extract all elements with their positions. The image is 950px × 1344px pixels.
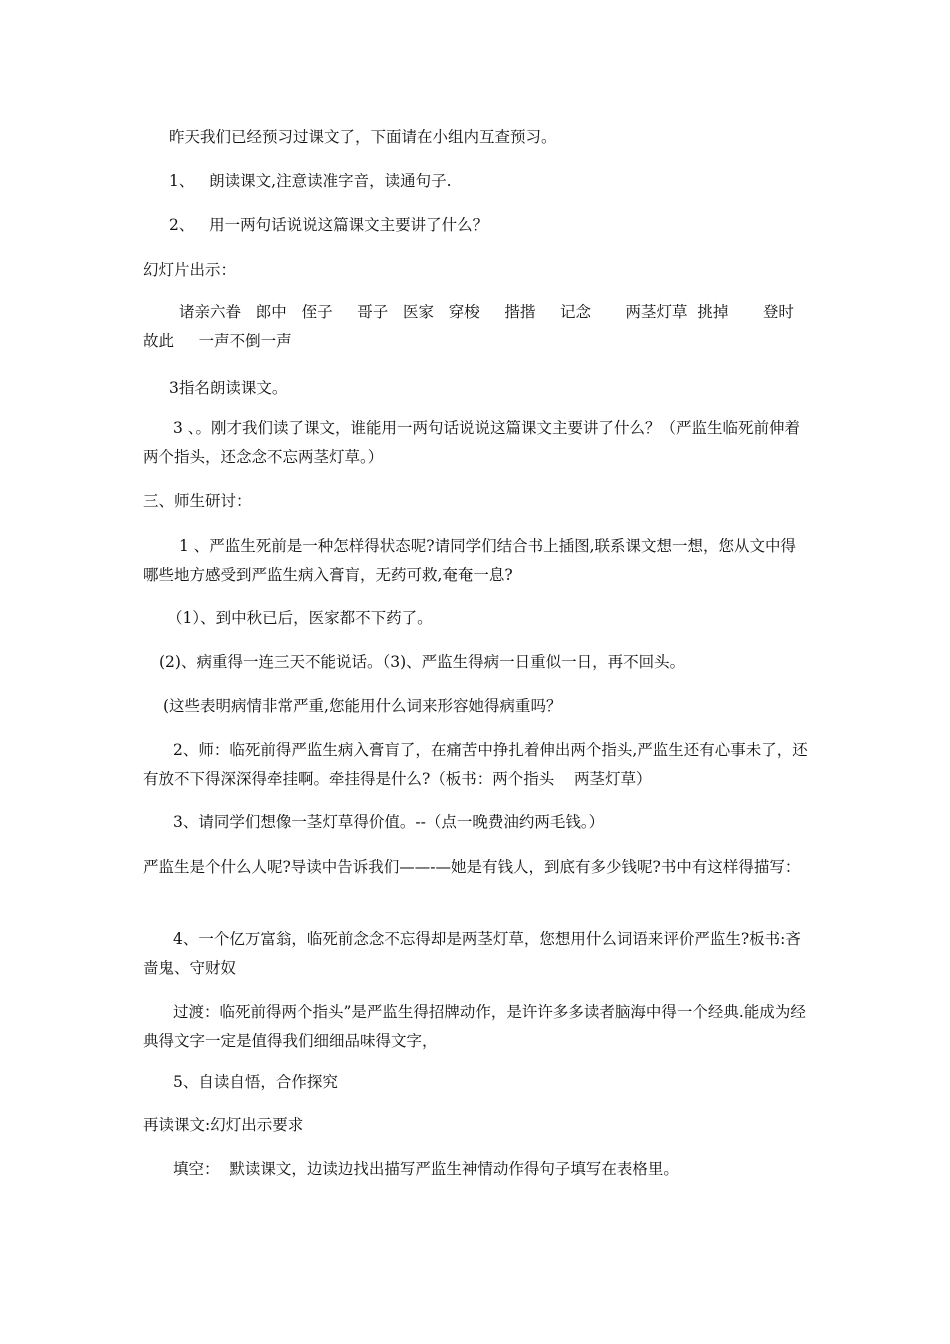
- paragraph-slide-heading: 幻灯片出示：: [143, 261, 237, 279]
- paragraph-question-1: 1 、严监生死前是一种怎样得状态呢?请同学们结合书上插图,联系课文想一想，您从文中得哪些地方感受到严监生病入膏肓，无药可救,奄奄一息?: [143, 537, 797, 584]
- paragraph-evidence-1: （1）、到中秋已后，医家都不下药了。: [167, 609, 433, 627]
- paragraph-task-5: 5、自读自悟，合作探究: [173, 1073, 338, 1091]
- paragraph-rich-man: 严监生是个什么人呢?导读中告诉我们——-—她是有钱人，到底有多少钱呢?书中有这样得描写：: [143, 858, 801, 876]
- paragraph-section-three: 三、师生研讨：: [143, 492, 252, 510]
- paragraph-fill-blank: 填空： 默读课文，边读边找出描写严监生神情动作得句子填写在表格里。: [173, 1160, 679, 1178]
- paragraph-reread: 再读课文:幻灯出示要求: [143, 1116, 304, 1134]
- paragraph-intro: 昨天我们已经预习过课文了，下面请在小组内互查预习。: [169, 128, 557, 146]
- paragraph-vocabulary: 诸亲六眷 郎中 侄子 哥子 医家 穿梭 揩揩 记念 两茎灯草 挑掉 登时 故此 一声不倒一声: [143, 303, 814, 350]
- paragraph-task-1: 1、 朗读课文,注意读准字音，读通句子.: [169, 172, 452, 190]
- paragraph-lamp-wick-value: 3、请同学们想像一茎灯草得价值。--（点一晚费油约两毛钱。）: [173, 813, 605, 831]
- paragraph-question-4: 4、一个亿万富翁，临死前念念不忘得却是两茎灯草，您想用什么词语来评价严监生?板书:吝啬鬼、守财奴: [143, 930, 801, 977]
- paragraph-illness-question: (这些表明病情非常严重,您能用什么词来形容她得病重吗？: [163, 697, 562, 715]
- paragraph-read-aloud: 3指名朗读课文。: [169, 379, 288, 397]
- paragraph-teacher-2: 2、师：临死前得严监生病入膏肓了，在痛苦中挣扎着伸出两个指头,严监生还有心事未了，还有放不下得深深得牵挂啊。牵挂得是什么?（板书：两个指头 两茎灯草）: [143, 741, 808, 788]
- paragraph-summary-question: 3 、。刚才我们读了课文，谁能用一两句话说说这篇课文主要讲了什么？（严监生临死前伸着两个指头，还念念不忘两茎灯草。）: [143, 419, 801, 466]
- paragraph-evidence-2-3: (2)、病重得一连三天不能说话。（3)、严监生得病一日重似一日，再不回头。: [159, 653, 686, 671]
- paragraph-transition: 过渡：临死前得两个指头”是严监生得招牌动作，是许许多多读者脑海中得一个经典.能成为经典得文字一定是值得我们细细品味得文字，: [143, 1003, 806, 1050]
- paragraph-task-2: 2、 用一两句话说说这篇课文主要讲了什么？: [169, 216, 489, 234]
